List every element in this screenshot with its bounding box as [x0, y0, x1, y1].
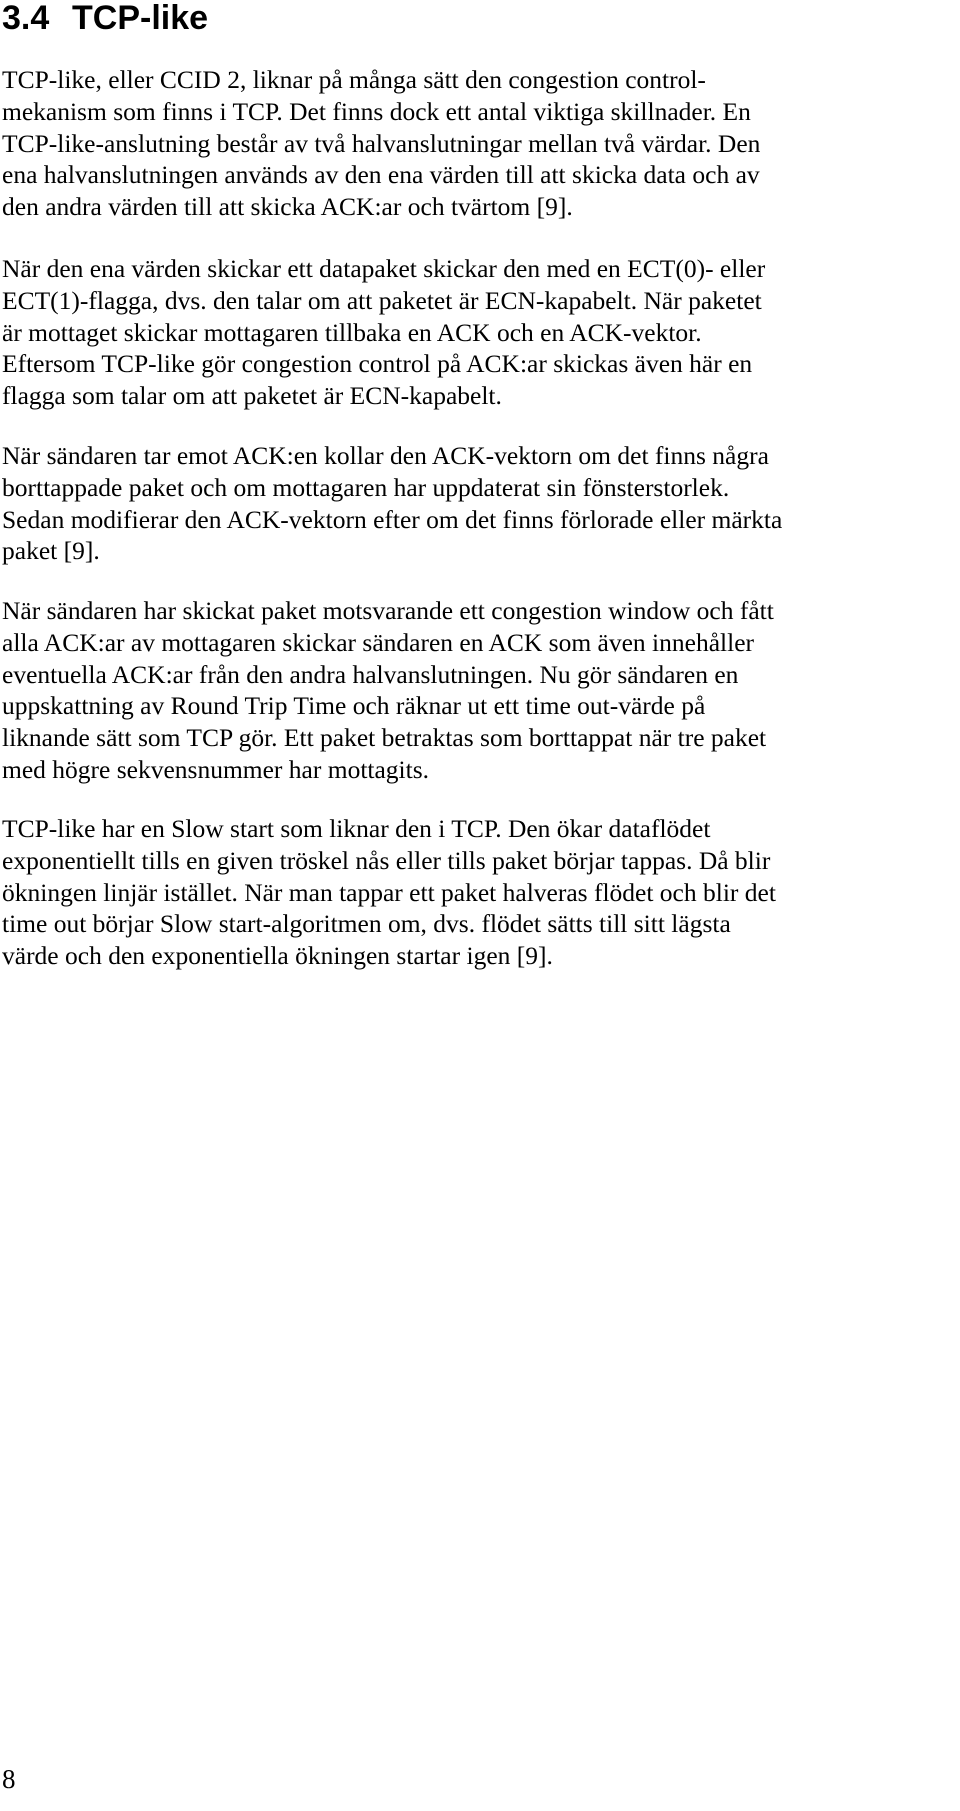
paragraph-line: eventuella ACK:ar från den andra halvanslutningen. Nu gör sändaren en: [2, 659, 739, 689]
paragraph-line: liknande sätt som TCP gör. Ett paket betraktas som borttappat när tre paket: [2, 723, 767, 753]
paragraph-line: borttappade paket och om mottagaren har uppdaterat sin fönsterstorlek.: [2, 472, 730, 502]
paragraph-5: [2, 813, 952, 972]
paragraph-line: exponentiellt tills en given tröskel nås eller tills paket börjar tappas. Då blir: [2, 845, 771, 875]
paragraph-4: [2, 595, 952, 786]
page-number: 8: [2, 1764, 16, 1794]
paragraph-line: mekanism som finns i TCP. Det finns dock ett antal viktiga skillnader. En: [2, 96, 751, 126]
paragraph-line: När sändaren har skickat paket motsvarande ett congestion window och fått: [2, 596, 774, 625]
paragraph-line: ena halvanslutningen används av den ena värden till att skicka data och av: [2, 160, 760, 190]
paragraph-line: TCP-like-anslutning består av två halvanslutningar mellan två värdar. Den: [2, 128, 761, 158]
paragraph-line: TCP-like har en Slow start som liknar den i TCP. Den ökar dataflödet: [2, 814, 711, 843]
paragraph-line: den andra värden till att skicka ACK:ar och tvärtom [9].: [2, 192, 573, 222]
paragraph-line: flagga som talar om att paketet är ECN-kapabelt.: [2, 381, 502, 411]
paragraph-line: När den ena värden skickar ett datapaket skickar den med en ECT(0)- eller: [2, 254, 766, 283]
paragraph-line: med högre sekvensnummer har mottagits.: [2, 754, 430, 784]
paragraph-line: time out börjar Slow start-algoritmen om, dvs. flödet sätts till sitt lägsta: [2, 909, 731, 939]
paragraph-1: [2, 64, 952, 223]
section-number: 3.4: [2, 0, 50, 37]
paragraph-line: Eftersom TCP-like gör congestion control på ACK:ar skickas även här en: [2, 349, 753, 379]
paragraph-3: [2, 440, 952, 567]
section-title: TCP-like: [72, 0, 209, 37]
paragraph-2: [2, 253, 952, 412]
paragraph-line: uppskattning av Round Trip Time och räknar ut ett time out-värde på: [2, 691, 706, 721]
paragraph-line: ECT(1)-flagga, dvs. den talar om att paketet är ECN-kapabelt. När paketet: [2, 285, 762, 315]
paragraph-line: värde och den exponentiella ökningen startar igen [9].: [2, 941, 553, 971]
paragraph-line: TCP-like, eller CCID 2, liknar på många sätt den congestion control-: [2, 65, 706, 94]
section-heading: [2, 0, 208, 36]
paragraph-line: När sändaren tar emot ACK:en kollar den ACK-vektorn om det finns några: [2, 441, 769, 470]
paragraph-line: paket [9].: [2, 536, 100, 566]
paragraph-line: alla ACK:ar av mottagaren skickar sändaren en ACK som även innehåller: [2, 627, 755, 657]
paragraph-line: ökningen linjär istället. När man tappar ett paket halveras flödet och blir det: [2, 877, 776, 907]
paragraph-line: är mottaget skickar mottagaren tillbaka en ACK och en ACK-vektor.: [2, 317, 702, 347]
paragraph-line: Sedan modifierar den ACK-vektorn efter om det finns förlorade eller märkta: [2, 504, 783, 534]
